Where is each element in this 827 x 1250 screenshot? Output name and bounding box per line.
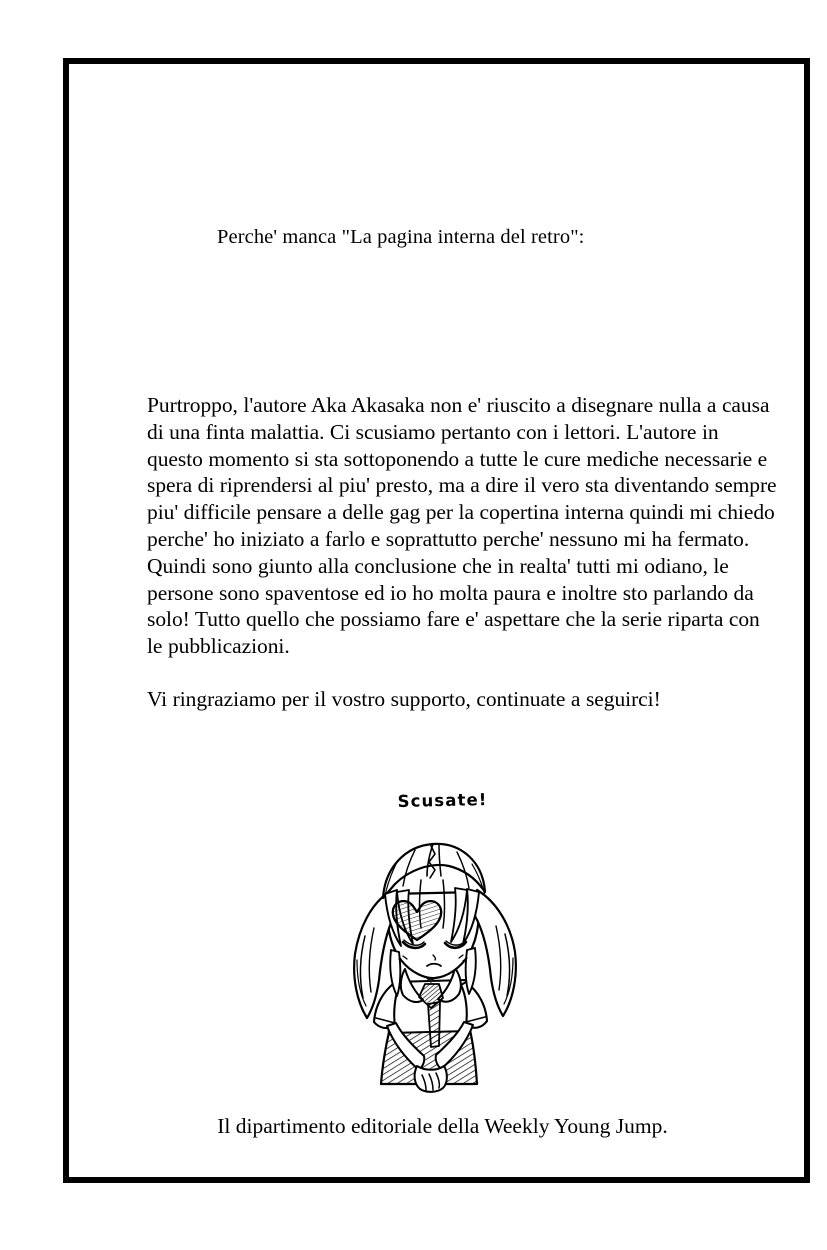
frame-interior [69,64,804,1177]
bowing-girl-drawing [327,832,557,1102]
caption-text: Il dipartimento editoriale della Weekly Young Jump. [217,1114,668,1138]
body-text-block [147,392,779,713]
page-border-frame [63,58,810,1183]
paragraph-main: Purtroppo, l'autore Aka Akasaka non e' riuscito a disegnare nulla a causa di una finta malattia. Ci scusiamo pertanto con i lettori. L'autore in questo momento si sta sottoponendo a tutte le cure mediche necessarie e spera di riprendersi al piu' presto, ma a dire il vero sta diventando sempre piu' difficile pensare a delle gag per la copertina interna quindi mi chiedo perche' ho iniziato a farlo e soprattutto perche' nessuno mi ha fermato. Quindi sono giunto alla conclusione che in realta' tutti mi odiano, le persone sono spaventose ed io ho molta paura e inoltre sto parlando da solo! Tutto quello che possiamo fare e' aspettare che la serie riparta con le pubblicazioni. [147,393,777,659]
handwritten-note: Scusate! [397,790,488,811]
paragraph-thanks: Vi ringraziamo per il vostro supporto, continuate a seguirci! [147,687,661,712]
page-title: Perche' manca "La pagina interna del retro": [217,226,585,248]
bowing-girl-illustration [327,832,557,1102]
